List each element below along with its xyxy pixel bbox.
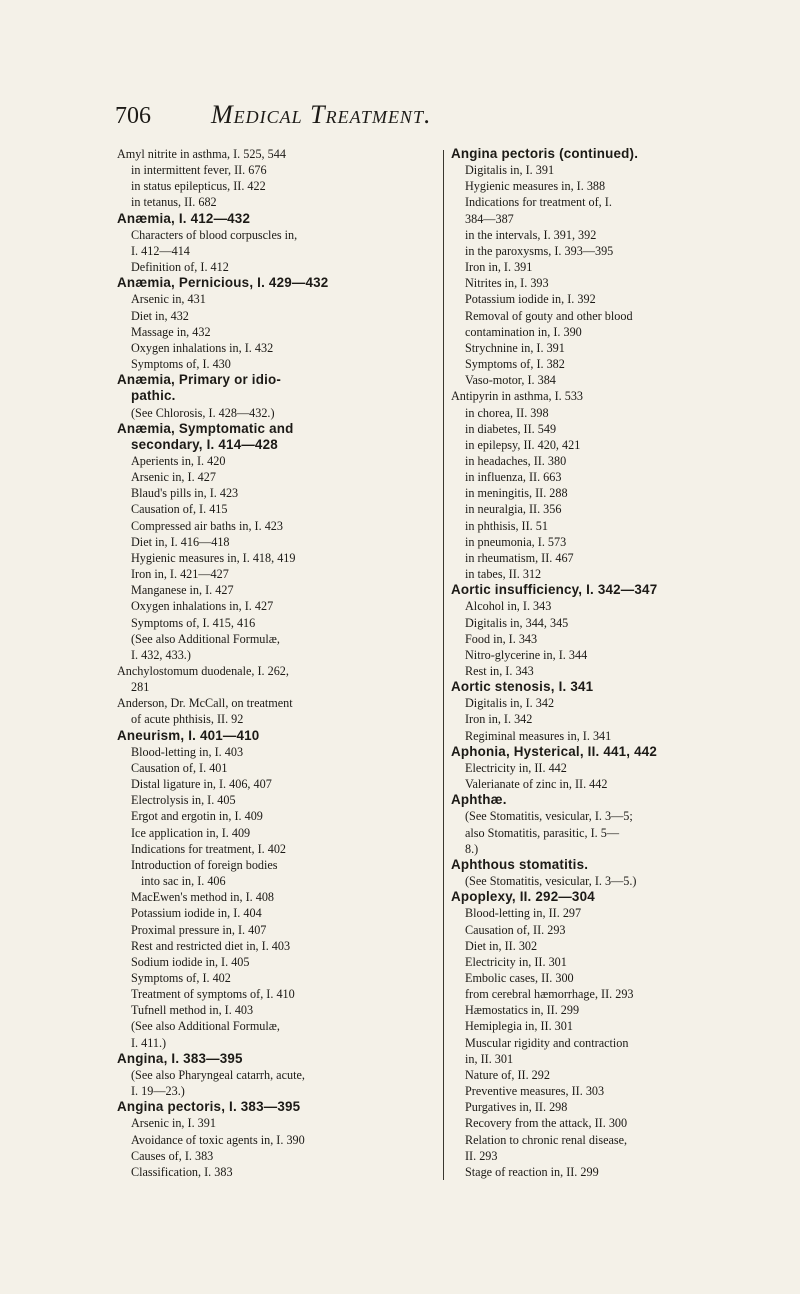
- index-heading: Anæmia, Primary or idio-: [117, 372, 282, 388]
- index-entry: II. 293: [465, 1148, 498, 1163]
- index-entry: Causes of, I. 383: [131, 1148, 214, 1163]
- index-heading: Anæmia, Pernicious, I. 429—432: [117, 275, 329, 291]
- index-entry: in the intervals, I. 391, 392: [465, 227, 597, 242]
- index-entry: Oxygen inhalations in, I. 427: [131, 599, 274, 614]
- index-entry: Electricity in, II. 442: [465, 760, 567, 775]
- index-entry: Stage of reaction in, II. 299: [465, 1164, 599, 1179]
- index-column-left: [117, 146, 439, 1180]
- index-heading: Aortic insufficiency, I. 342—347: [451, 582, 658, 598]
- index-entry: I. 411.): [131, 1035, 167, 1050]
- index-entry: in intermittent fever, II. 676: [131, 163, 267, 178]
- index-entry: Causation of, I. 401: [131, 760, 228, 775]
- index-entry: Symptoms of, I. 382: [465, 357, 565, 372]
- index-entry: Diet in, I. 416—418: [131, 534, 230, 549]
- index-entry: Symptoms of, I. 415, 416: [131, 615, 256, 630]
- index-entry: (See also Pharyngeal catarrh, acute,: [131, 1067, 305, 1082]
- index-entry: Recovery from the attack, II. 300: [465, 1116, 628, 1131]
- index-heading: Apoplexy, II. 292—304: [451, 889, 595, 905]
- index-entry: Symptoms of, I. 402: [131, 970, 231, 985]
- index-entry: into sac in, I. 406: [141, 874, 226, 889]
- index-entry: Indications for treatment, I. 402: [131, 841, 287, 856]
- index-entry: (See also Additional Formulæ,: [131, 1019, 280, 1034]
- index-heading: Angina pectoris, I. 383—395: [117, 1099, 301, 1115]
- index-entry: Removal of gouty and other blood: [465, 308, 633, 323]
- index-entry: also Stomatitis, parasitic, I. 5—: [465, 825, 620, 840]
- index-entry: in influenza, II. 663: [465, 470, 562, 485]
- index-entry: in meningitis, II. 288: [465, 486, 568, 501]
- page-header: [115, 100, 715, 134]
- index-entry: Blood-letting in, I. 403: [131, 744, 244, 759]
- index-entry: in diabetes, II. 549: [465, 421, 557, 436]
- index-entry: Tufnell method in, I. 403: [131, 1003, 254, 1018]
- index-entry: in rheumatism, II. 467: [465, 550, 574, 565]
- index-heading: Aphthous stomatitis.: [451, 856, 589, 872]
- index-entry: Diet in, II. 302: [465, 938, 538, 953]
- index-entry: Iron in, I. 421—427: [131, 567, 229, 582]
- index-entry: Compressed air baths in, I. 423: [131, 518, 283, 533]
- index-entry: Embolic cases, II. 300: [465, 970, 574, 985]
- index-entry: Electrolysis in, I. 405: [131, 793, 236, 808]
- index-heading: Aortic stenosis, I. 341: [451, 679, 594, 695]
- index-entry: Avoidance of toxic agents in, I. 390: [131, 1132, 305, 1147]
- index-heading: Aphthæ.: [451, 792, 507, 808]
- index-entry: Relation to chronic renal disease,: [465, 1132, 628, 1147]
- index-column-right: [451, 146, 773, 1180]
- index-heading: Anæmia, I. 412—432: [117, 210, 251, 226]
- index-entry: in chorea, II. 398: [465, 405, 549, 420]
- index-entry: 384—387: [465, 211, 514, 226]
- index-entry: Digitalis in, I. 391: [465, 163, 555, 178]
- index-entry: of acute phthisis, II. 92: [131, 712, 244, 727]
- index-entry: from cerebral hæmorrhage, II. 293: [465, 987, 634, 1002]
- index-entry: Causation of, II. 293: [465, 922, 566, 937]
- index-entry: Hygienic measures in, I. 418, 419: [131, 550, 296, 565]
- index-entry: Antipyrin in asthma, I. 533: [451, 389, 584, 404]
- index-entry: Electricity in, II. 301: [465, 954, 567, 969]
- index-entry: Introduction of foreign bodies: [131, 857, 278, 872]
- index-entry: Iron in, I. 391: [465, 260, 533, 275]
- index-entry: Ice application in, I. 409: [131, 825, 251, 840]
- index-entry: Potassium iodide in, I. 404: [131, 906, 262, 921]
- index-entry: Definition of, I. 412: [131, 260, 229, 275]
- index-entry: Aperients in, I. 420: [131, 453, 226, 468]
- index-entry: in headaches, II. 380: [465, 453, 567, 468]
- index-entry: in tetanus, II. 682: [131, 195, 217, 210]
- index-heading: secondary, I. 414—428: [131, 436, 278, 452]
- index-entry: Characters of blood corpuscles in,: [131, 227, 298, 242]
- index-heading: pathic.: [131, 388, 176, 404]
- index-entry: Potassium iodide in, I. 392: [465, 292, 596, 307]
- index-entry: in the paroxysms, I. 393—395: [465, 243, 614, 258]
- index-entry: Strychnine in, I. 391: [465, 340, 565, 355]
- index-entry: in phthisis, II. 51: [465, 518, 548, 533]
- index-entry: in tabes, II. 312: [465, 567, 542, 582]
- index-entry: 281: [131, 680, 150, 695]
- index-entry: (See also Additional Formulæ,: [131, 631, 280, 646]
- index-entry: Sodium iodide in, I. 405: [131, 954, 250, 969]
- index-entry: in epilepsy, II. 420, 421: [465, 437, 581, 452]
- index-entry: Arsenic in, I. 391: [131, 1116, 216, 1131]
- index-entry: (See Stomatitis, vesicular, I. 3—5;: [465, 809, 633, 824]
- index-heading: Angina pectoris (continued).: [451, 146, 639, 161]
- column-divider: [443, 150, 444, 1180]
- running-title: Medical Treatment.: [211, 100, 432, 129]
- index-entry: Massage in, 432: [131, 324, 211, 339]
- index-entry: (See Chlorosis, I. 428—432.): [131, 405, 275, 420]
- index-entry: Alcohol in, I. 343: [465, 599, 552, 614]
- index-entry: Nitrites in, I. 393: [465, 276, 549, 291]
- index-heading: Aphonia, Hysterical, II. 441, 442: [451, 743, 658, 759]
- index-entry: Muscular rigidity and contraction: [465, 1035, 629, 1050]
- index-entry: Rest and restricted diet in, I. 403: [131, 938, 291, 953]
- index-entry: Manganese in, I. 427: [131, 583, 234, 598]
- index-entry: Hemiplegia in, II. 301: [465, 1019, 573, 1034]
- index-entry: Ergot and ergotin in, I. 409: [131, 809, 263, 824]
- index-entry: Iron in, I. 342: [465, 712, 533, 727]
- index-entry: Purgatives in, II. 298: [465, 1100, 568, 1115]
- index-entry: Causation of, I. 415: [131, 502, 228, 517]
- index-entry: Hygienic measures in, I. 388: [465, 179, 606, 194]
- index-entry: Nature of, II. 292: [465, 1067, 550, 1082]
- index-entry: I. 412—414: [131, 243, 190, 258]
- index-entry: Arsenic in, I. 427: [131, 470, 216, 485]
- index-entry: Symptoms of, I. 430: [131, 357, 231, 372]
- index-entry: Oxygen inhalations in, I. 432: [131, 340, 274, 355]
- index-entry: in neuralgia, II. 356: [465, 502, 562, 517]
- index-entry: Regiminal measures in, I. 341: [465, 728, 612, 743]
- index-entry: contamination in, I. 390: [465, 324, 582, 339]
- index-entry: Blood-letting in, II. 297: [465, 906, 582, 921]
- index-entry: MacEwen's method in, I. 408: [131, 890, 275, 905]
- index-entry: Digitalis in, 344, 345: [465, 615, 569, 630]
- index-entry: Nitro-glycerine in, I. 344: [465, 647, 588, 662]
- index-entry: 8.): [465, 841, 479, 856]
- index-entry: Treatment of symptoms of, I. 410: [131, 987, 295, 1002]
- index-entry: I. 432, 433.): [131, 647, 191, 662]
- index-entry: Diet in, 432: [131, 308, 189, 323]
- index-entry: in, II. 301: [465, 1051, 514, 1066]
- index-entry: Hæmostatics in, II. 299: [465, 1003, 580, 1018]
- index-heading: Anæmia, Symptomatic and: [117, 420, 294, 436]
- index-entry: Anderson, Dr. McCall, on treatment: [117, 696, 293, 711]
- index-heading: Angina, I. 383—395: [117, 1050, 243, 1066]
- index-entry: Distal ligature in, I. 406, 407: [131, 777, 272, 792]
- index-entry: Arsenic in, 431: [131, 292, 206, 307]
- index-entry: Indications for treatment of, I.: [465, 195, 612, 210]
- index-entry: Anchylostomum duodenale, I. 262,: [117, 664, 289, 678]
- index-entry: Digitalis in, I. 342: [465, 696, 555, 711]
- index-entry: Amyl nitrite in asthma, I. 525, 544: [117, 147, 286, 161]
- index-entry: Proximal pressure in, I. 407: [131, 922, 267, 937]
- page-number: 706: [115, 103, 151, 129]
- index-entry: Vaso-motor, I. 384: [465, 373, 556, 388]
- index-entry: I. 19—23.): [131, 1084, 185, 1099]
- index-entry: Classification, I. 383: [131, 1164, 233, 1179]
- index-entry: Preventive measures, II. 303: [465, 1084, 605, 1099]
- index-heading: Aneurism, I. 401—410: [117, 727, 260, 743]
- index-entry: Valerianate of zinc in, II. 442: [465, 777, 608, 792]
- index-entry: (See Stomatitis, vesicular, I. 3—5.): [465, 874, 637, 889]
- index-entry: Food in, I. 343: [465, 631, 538, 646]
- index-entry: Blaud's pills in, I. 423: [131, 486, 239, 501]
- index-entry: in pneumonia, I. 573: [465, 534, 567, 549]
- index-entry: Rest in, I. 343: [465, 664, 534, 678]
- index-entry: in status epilepticus, II. 422: [131, 179, 266, 194]
